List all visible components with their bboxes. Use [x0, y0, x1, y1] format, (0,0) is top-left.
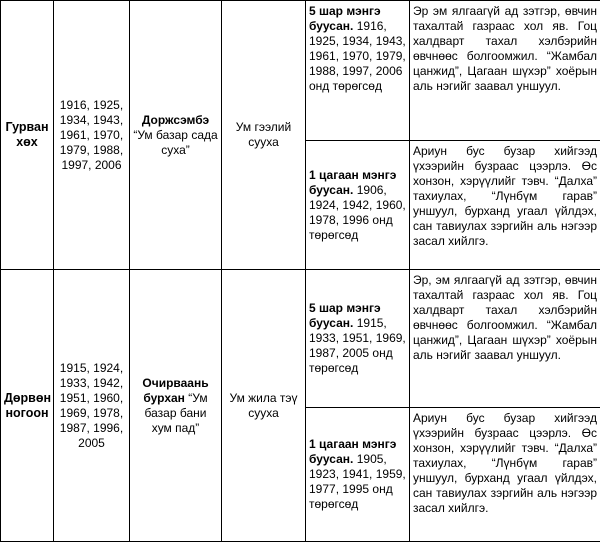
sub-title: 1 цагаан мэнгэ буусан. — [309, 437, 397, 466]
deity-name: Очирваань бурхан — [142, 375, 209, 405]
sub-detail: 1905, 1923, 1941, 1959, 1977, 1995 онд төрөгсөд — [309, 452, 406, 511]
sub-header — [306, 270, 410, 408]
deity-mantra: “Ум базар сада суха” — [133, 127, 218, 157]
group-name: Дөрвөн ногоон — [1, 270, 54, 542]
sub-detail: 1916, 1925, 1934, 1943, 1961, 1970, 1979, 1988, 1997, 2006 онд төрөгсөд — [309, 19, 406, 93]
mantra: Ум гээлий сууха — [222, 1, 306, 270]
birth-years: 1916, 1925, 1934, 1943, 1961, 1970, 1979, 1988, 1997, 2006 — [54, 1, 130, 270]
sub-detail: 1915, 1933, 1951, 1969, 1987, 2005 онд төрөгсөд — [309, 316, 406, 375]
sub-title: 5 шар мэнгэ буусан. — [309, 4, 381, 33]
sub-detail: 1906, 1924, 1942, 1960, 1978, 1996 онд төрөгсөд — [309, 182, 406, 242]
birth-years: 1915, 1924, 1933, 1942, 1951, 1960, 1969, 1978, 1987, 1996, 2005 — [54, 270, 130, 542]
sub-text: Ариун бус бузар хийгээд үхээрийн бузраас цээрлэ. Өс хонзон, хэрүүлийг тэвч. “Далха” тахиулах, “Лүнбүм гарав” уншуул, бурханд угаал үйлдэх, сан тавиулах зэргийн аль нэгээр засал хийлгэ. — [410, 408, 600, 542]
table-row — [1, 270, 600, 408]
deity-cell — [130, 1, 222, 270]
sub-text: Эр, эм ялгаагүй ад зэтгэр, өвчин тахалтай газраас хол яв. Гоц халдварт тахал хэлбэрийн өвчнөөс болгоомжил. “Жамбал цанжид”, Цагаан шүхэр” хоёрын аль нэгийг заавал уншуул. — [410, 270, 600, 408]
sub-title: 1 цагаан мэнгэ буусан. — [309, 167, 397, 197]
deity-mantra: “Ум базар бани хум пад” — [144, 390, 208, 435]
table-row — [1, 1, 600, 141]
deity-name: Доржсэмбэ — [141, 112, 210, 127]
group-name: Гурван хөх — [1, 1, 54, 270]
deity-cell — [130, 270, 222, 542]
sub-header — [306, 1, 410, 141]
sub-header — [306, 408, 410, 542]
mantra: Ум жила тэү сууха — [222, 270, 306, 542]
sub-text: Эр эм ялгаагүй ад зэтгэр, өвчин тахалтай газраас хол яв. Гоц халдварт тахал хэлбэрийн өвчнөөс болгоомжил. “Жамбал цанжид”, Цагаан шүхэр” хоёрын аль нэгийг заавал уншуул. — [410, 1, 600, 141]
sub-text: Ариун бус бузар хийгээд үхээрийн бузраас цээрлэ. Өс хонзон, хэрүүлийг тэвч. “Далха” тахиулах, “Лүнбүм гарав” уншуул, бурханд угаал үйлдэх, сан тавиулах зэргийн аль нэгээр засал хийлгэ. — [410, 141, 600, 270]
sub-header — [306, 141, 410, 270]
sub-title: 5 шар мэнгэ буусан. — [309, 301, 381, 330]
